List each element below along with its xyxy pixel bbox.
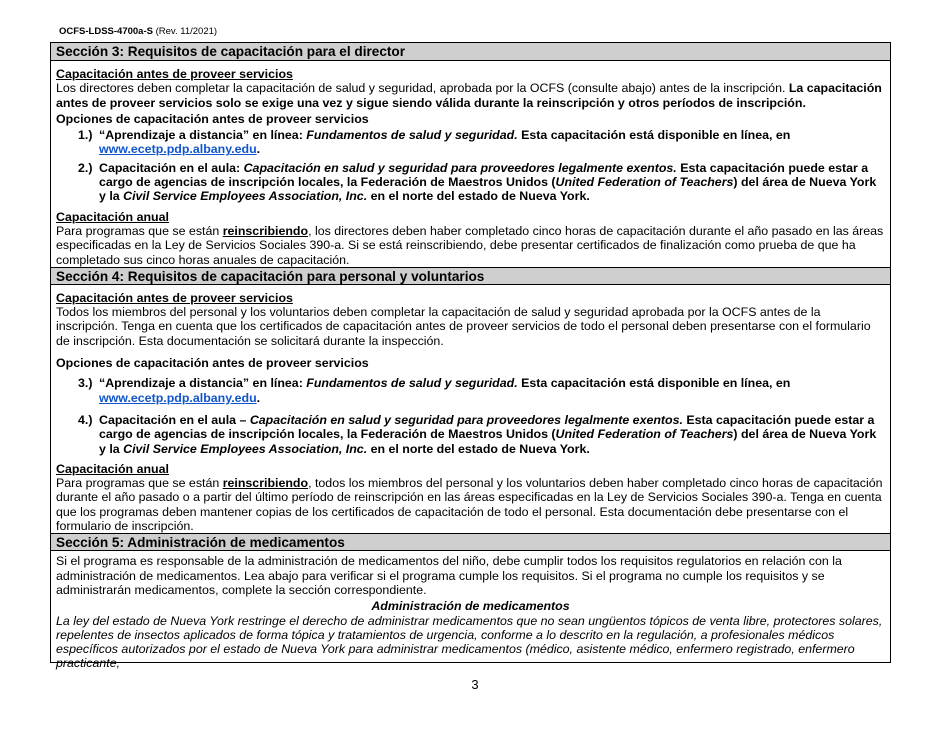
ecetp-link[interactable]: www.ecetp.pdp.albany.edu (99, 142, 257, 157)
s4-options-list (56, 376, 885, 455)
section-5-body (51, 551, 890, 670)
section-3-body (51, 61, 890, 267)
form-id: OCFS-LDSS-4700a-S (Rev. 11/2021) (59, 26, 218, 37)
s5-intro: Si el programa es responsable de la administración de medicamentos del niño, debe cumplir todos los requisitos regulatorios en relación con la administración de medicamentos. Lea abajo para verificar si el programa cumple los requisitos. Si el programa no cumple los requisitos y se administrarán medicamentos, complete la sección correspondiente. (56, 554, 842, 597)
s3-annual-text: Para programas que se están reinscribiendo, los directores deben haber completado cinco horas de capacitación durante el año pasado en las áreas especificadas en la Ley de Servicios Sociales 390-a. Si se está reinscribiendo, debe presentar certificados de finalización como prueba de que ha completado sus cinco horas anuales de capacitación. (56, 223, 884, 267)
s3-pre-text: Los directores deben completar la capacitación de salud y seguridad, aprobada por la OCFS (consulte abajo) antes de la inscripción. La capacitación antes de proveer servicios solo se exige una vez y sigue siendo válida durante la reinscripción y otros períodos de inscripción. (56, 81, 882, 110)
section-3-header: Sección 3: Requisitos de capacitación para el director (51, 43, 890, 61)
form-frame (50, 42, 891, 671)
list-item: 3.) “Aprendizaje a distancia” en línea: Fundamentos de salud y seguridad. Esta capacitación está disponible en línea, en www.ecetp.pdp.albany.edu. (78, 376, 791, 405)
list-item: 4.) Capacitación en el aula – Capacitación en salud y seguridad para proveedores legalmente exentos. Esta capacitación puede estar a cargo de agencias de inscripción locales, la Federación de Maestros Unidos (United Federation of Teachers) del área de Nueva York y la Civil Service Employees Association, Inc. en el norte del estado de Nueva York. (78, 412, 877, 456)
s5-subheading: Administración de medicamentos (371, 599, 570, 614)
s3-options-heading: Opciones de capacitación antes de proveer servicios (56, 111, 369, 126)
s4-annual-text: Para programas que se están reinscribiendo, todos los miembros del personal y los voluntarios deben haber completado cinco horas de capacitación durante el año pasado o a partir del último período de reinscripción en las áreas especificadas en la Ley de Servicios Sociales 390-a. Tenga en cuenta que los programas deben mantener copias de los certificados de capacitación de todo el personal. Esta documentación debe presentarse con el formulario de inscripción. (56, 476, 883, 534)
page-number: 3 (471, 677, 479, 692)
s4-pre-text: Todos los miembros del personal y los voluntarios deben completar la capacitación de salud y seguridad aprobada por la OCFS antes de la inscripción. Tenga en cuenta que los certificados de capacitación antes de proveer servicios de todo el personal deben presentarse con el formulario de inscripción. Esta documentación se solicitará durante la inspección. (56, 305, 871, 348)
list-item: 1.) “Aprendizaje a distancia” en línea: Fundamentos de salud y seguridad. Esta capacitación está disponible en línea, en www.ecetp.pdp.albany.edu. (78, 128, 791, 157)
s4-pre-heading: Capacitación antes de proveer servicios (56, 290, 293, 305)
s5-law-text: La ley del estado de Nueva York restringe el derecho de administrar medicamentos que no sean ungüentos tópicos de venta libre, protectores solares, repelentes de insectos aplicados de forma tópica y tratamientos de urgencia, conforme a lo descrito en la regulación, a profesionales médicos específicos autorizados por el estado de Nueva York para administrar medicamentos (médico, asistente médico, enfermero registrado, enfermero practicante, (56, 613, 883, 671)
s3-pre-heading: Capacitación antes de proveer servicios (56, 67, 293, 81)
ecetp-link[interactable]: www.ecetp.pdp.albany.edu (99, 390, 257, 405)
section-4-body (51, 285, 890, 533)
s3-options-list (56, 128, 885, 203)
s3-annual-heading: Capacitación anual (56, 209, 169, 224)
s4-options-heading: Opciones de capacitación antes de proveer servicios (56, 356, 369, 371)
section-5-header: Sección 5: Administración de medicamentos (51, 533, 890, 551)
section-4-header: Sección 4: Requisitos de capacitación para personal y voluntarios (51, 267, 890, 285)
s4-annual-heading: Capacitación anual (56, 461, 169, 476)
list-item: 2.) Capacitación en el aula: Capacitación en salud y seguridad para proveedores legalmente exentos. Esta capacitación puede estar a cargo de agencias de inscripción locales, la Federación de Maestros Unidos (United Federation of Teachers) del área de Nueva York y la Civil Service Employees Association, Inc. en el norte del estado de Nueva York. (78, 160, 877, 204)
